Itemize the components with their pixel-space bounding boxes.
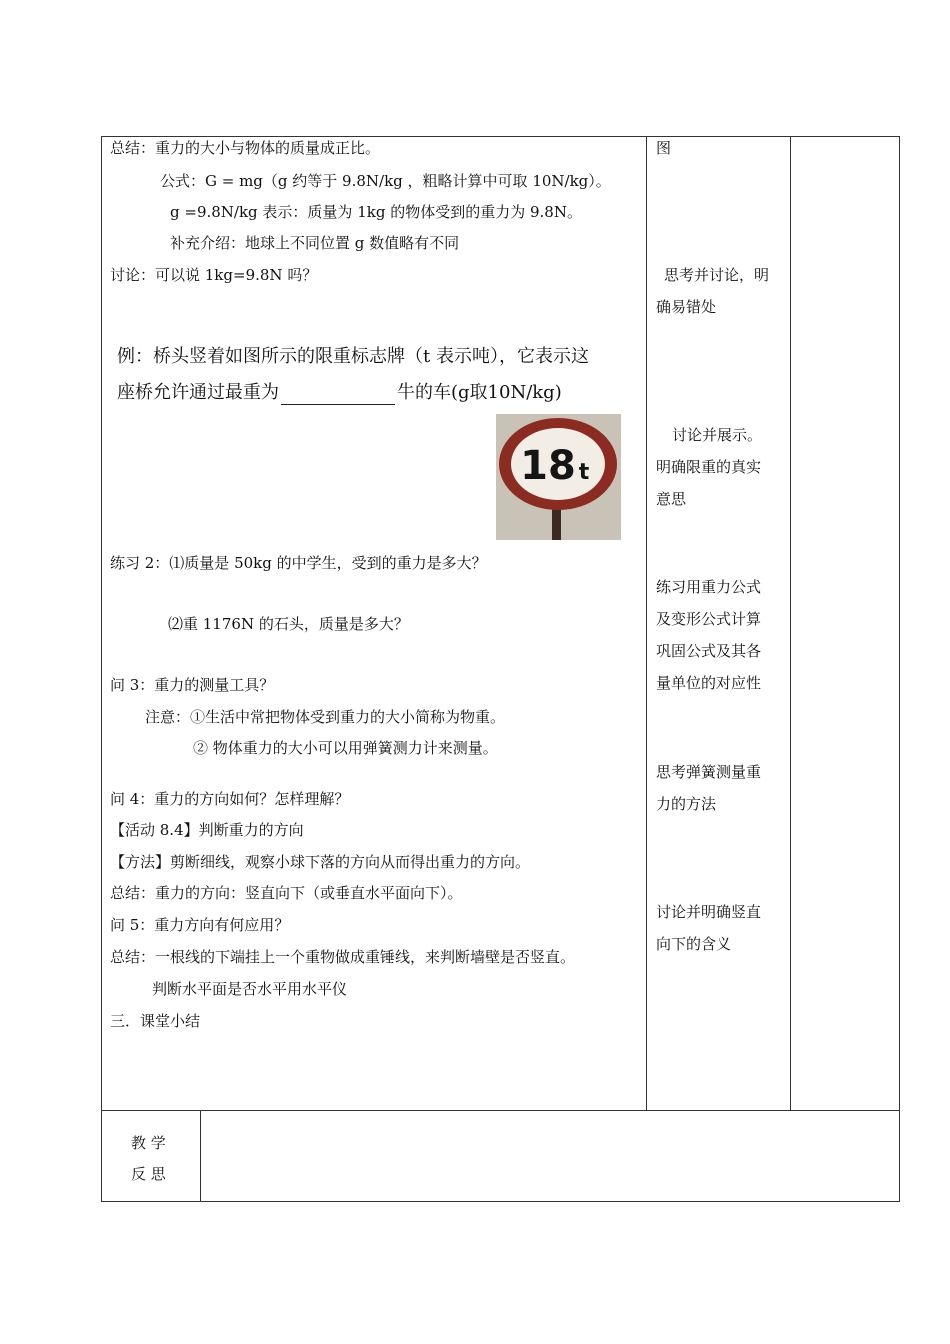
question-5: 问 5：重力方向有何应用？	[110, 916, 290, 934]
side-figure-label: 图	[656, 139, 672, 157]
answer-blank	[281, 386, 395, 405]
side-discuss-show-3: 意思	[656, 490, 687, 508]
supplement-note: 补充介绍：地球上不同位置 g 数值略有不同	[170, 234, 460, 252]
level-note: 判断水平面是否水平用水平仪	[152, 980, 348, 998]
side-practice-2: 及变形公式计算	[656, 610, 762, 628]
reflection-content-cell[interactable]	[202, 1112, 898, 1200]
row-divider-reflection	[101, 1110, 900, 1111]
question-4: 问 4：重力的方向如何？怎样理解？	[110, 790, 350, 808]
example-line-2-start: 座桥允许通过最重为	[117, 382, 279, 403]
note-1: 注意：①生活中常把物体受到重力的大小简称为物重。	[145, 708, 506, 726]
reflection-label-line-1: 教 学	[131, 1134, 166, 1152]
side-discuss-show-2: 明确限重的真实	[656, 458, 762, 476]
table-left-border	[101, 136, 102, 1202]
weight-limit-sign-photo	[496, 414, 621, 540]
example-line-2-end: 牛的车(g取10N/kg)	[397, 382, 562, 403]
side-practice-1: 练习用重力公式	[656, 578, 762, 596]
section-3-heading: 三．课堂小结	[110, 1012, 201, 1030]
sign-unit: t	[578, 460, 590, 485]
side-practice-3: 巩固公式及其各	[656, 642, 762, 660]
question-3: 问 3：重力的测量工具？	[110, 676, 275, 694]
note-2: ② 物体重力的大小可以用弹簧测力计来测量。	[193, 739, 498, 757]
column-divider-side	[790, 136, 791, 1111]
side-practice-4: 量单位的对应性	[656, 674, 762, 692]
summary-application: 总结：一根线的下端挂上一个重物做成重锤线，来判断墙壁是否竖直。	[110, 948, 576, 966]
reflection-label-line-2: 反 思	[131, 1165, 166, 1183]
sign-number: 18	[520, 443, 576, 489]
example-line-2	[117, 381, 562, 405]
side-vertical-2: 向下的含义	[656, 935, 732, 953]
g-meaning: g =9.8N/kg 表示：质量为 1kg 的物体受到的重力为 9.8N。	[170, 203, 582, 221]
discussion-question: 讨论：可以说 1kg=9.8N 吗？	[110, 266, 318, 284]
side-spring-1: 思考弹簧测量重	[656, 763, 762, 781]
table-right-border	[899, 136, 900, 1202]
gravity-formula: 公式：G = mg（g 约等于 9.8N/kg ，粗略计算中可取 10N/kg）。	[160, 172, 611, 190]
activity-heading: 【活动 8.4】判断重力的方向	[110, 821, 304, 839]
reflection-label-divider	[200, 1110, 201, 1202]
summary-gravity-mass: 总结：重力的大小与物体的质量成正比。	[110, 139, 381, 157]
table-top-border	[101, 136, 900, 137]
summary-direction: 总结：重力的方向：竖直向下（或垂直水平面向下）。	[110, 884, 463, 902]
side-spring-2: 力的方法	[656, 795, 717, 813]
column-divider-main	[646, 136, 647, 1111]
exercise-2-question-1: 练习 2：⑴质量是 50kg 的中学生，受到的重力是多大？	[110, 554, 487, 572]
side-think-discuss-2: 确易错处	[656, 298, 717, 316]
exercise-2-question-2: ⑵重 1176N 的石头，质量是多大？	[168, 615, 409, 633]
side-vertical-1: 讨论并明确竖直	[656, 903, 762, 921]
side-discuss-show-1: 讨论并展示。	[672, 426, 763, 444]
side-think-discuss-1: 思考并讨论，明	[664, 266, 770, 284]
example-line-1: 例：桥头竖着如图所示的限重标志牌（t 表示吨），它表示这	[117, 346, 589, 367]
method-text: 【方法】剪断细线，观察小球下落的方向从而得出重力的方向。	[110, 853, 531, 871]
table-bottom-border	[101, 1201, 900, 1202]
